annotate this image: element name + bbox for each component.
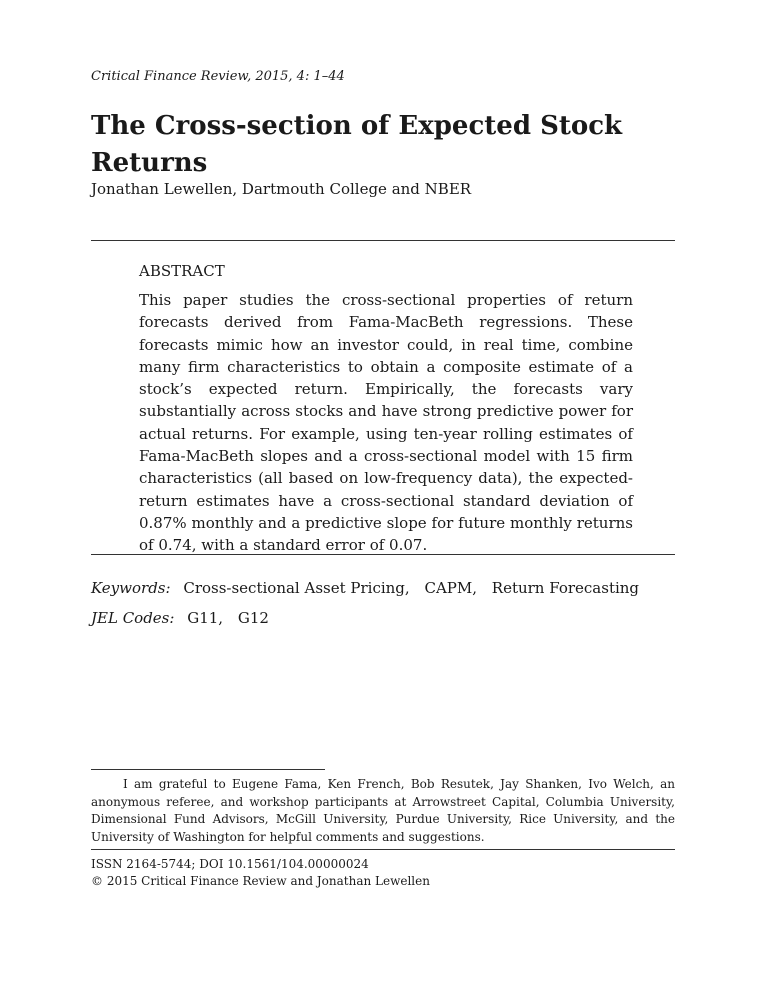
issn-divider <box>91 849 675 850</box>
copyright-notice: © 2015 Critical Finance Review and Jonathan Lewellen <box>91 874 430 888</box>
acknowledgement-footnote: I am grateful to Eugene Fama, Ken French, Bob Resutek, Jay Shanken, Ivo Welch, an anonymous referee, and workshop participants at Arrowstreet Capital, Columbia University, Dimensional Fund Advisors, McGill University, Purdue University, Rice University, and the University of Washington for helpful comments and suggestions. <box>91 777 675 844</box>
keywords-line <box>91 579 649 597</box>
bottom-divider <box>91 554 675 555</box>
keyword-item: CAPM, <box>424 579 477 597</box>
journal-citation: Critical Finance Review, 2015, 4: 1–44 <box>91 69 345 84</box>
jel-label: JEL Codes: <box>91 609 175 627</box>
publication-info <box>91 856 430 890</box>
keyword-item: Return Forecasting <box>491 579 640 597</box>
author-affiliation: Jonathan Lewellen, Dartmouth College and NBER <box>91 180 472 198</box>
footnote-divider <box>91 769 325 770</box>
keywords-label: Keywords: <box>91 579 171 597</box>
abstract-body: This paper studies the cross-sectional properties of return forecasts derived from Fama-MacBeth regressions. These forecasts mimic how an investor could, in real time, combine many firm characteristics to obtain a composite estimate of a stock’s expected return. Empirically, the forecasts vary substantially across stocks and have strong predictive power for actual returns. For example, using ten-year rolling estimates of Fama-MacBeth slopes and a cross-sectional model with 15 firm characteristics (all based on low-frequency data), the expected-return estimates have a cross-sectional standard deviation of 0.87% monthly and a predictive slope for future monthly returns of 0.74, with a standard error of 0.07. <box>139 291 633 555</box>
paper-title: The Cross-section of Expected Stock Returns <box>91 111 623 178</box>
jel-codes-line <box>91 609 279 627</box>
abstract-heading: ABSTRACT <box>139 262 225 280</box>
jel-code: G12 <box>237 609 269 627</box>
issn-doi: ISSN 2164-5744; DOI 10.1561/104.00000024 <box>91 857 369 871</box>
keyword-item: Cross-sectional Asset Pricing, <box>183 579 410 597</box>
jel-code: G11, <box>187 609 224 627</box>
top-divider <box>91 240 675 241</box>
